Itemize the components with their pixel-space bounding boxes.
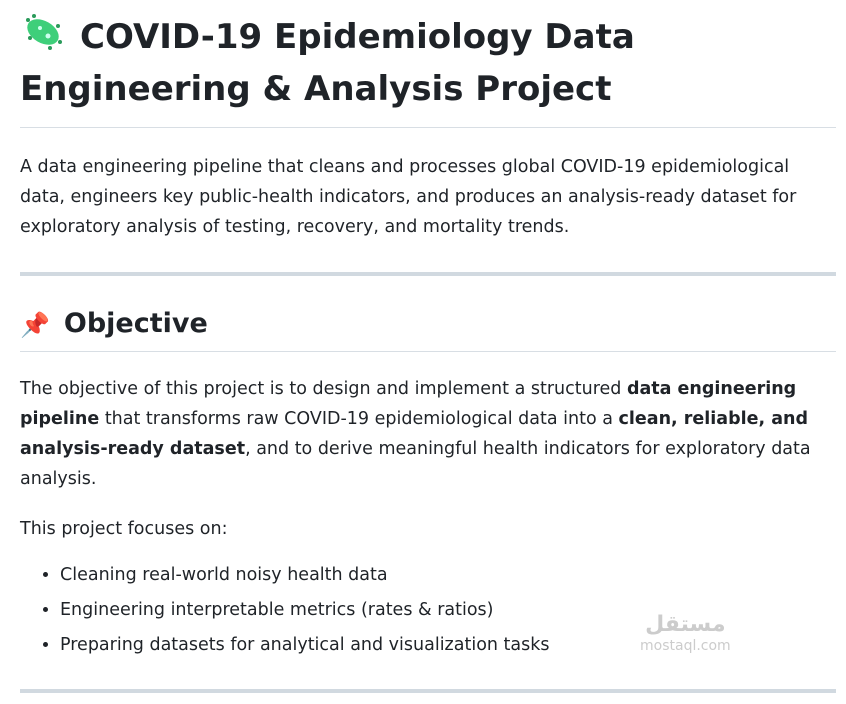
page-title: COVID-19 Epidemiology Data Engineering & Analysis Project [20, 12, 836, 128]
divider [20, 272, 836, 276]
watermark: مستقل mostaql.com [640, 612, 731, 654]
intro-paragraph: A data engineering pipeline that cleans and processes global COVID-19 epidemiological data, engineers key public-health indicators, and produces an analysis-ready dataset for exploratory analysis of testing, recovery, and mortality trends. [20, 157, 797, 237]
objective-heading: 📌 Objective [20, 306, 836, 352]
microbe-icon [20, 12, 66, 65]
list-item: • Cleaning real-world noisy health data [60, 558, 836, 593]
pushpin-icon: 📌 [20, 310, 50, 339]
focus-intro: This project focuses on: [20, 518, 228, 539]
list-item: • Engineering interpretable metrics (rates & ratios) [60, 593, 836, 628]
list-item: • Preparing datasets for analytical and visualization tasks [60, 628, 836, 663]
objective-paragraph: The objective of this project is to design and implement a structured data engineering pipeline that transforms raw COVID-19 epidemiological data into a clean, reliable, and analysis-ready dataset, and to derive meaningful health indicators for exploratory data analysis. [20, 378, 811, 489]
